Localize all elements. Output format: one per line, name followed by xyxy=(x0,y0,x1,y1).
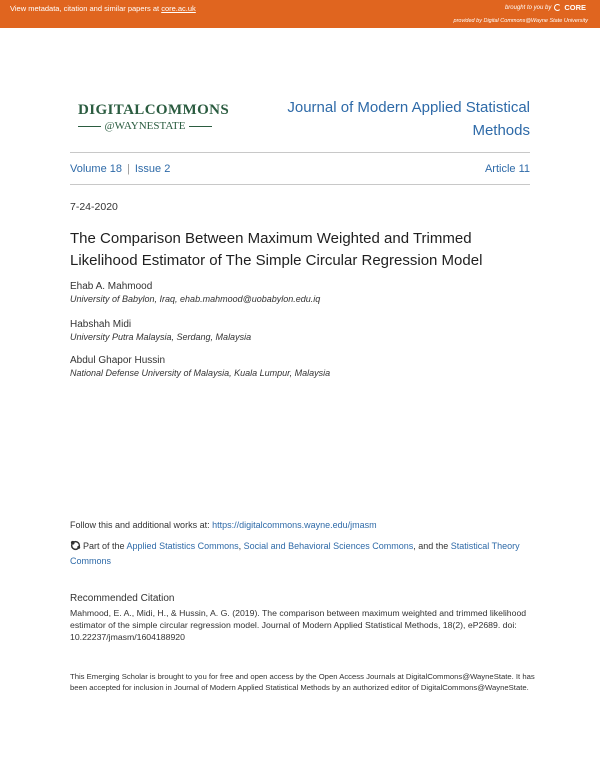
core-link[interactable]: core.ac.uk xyxy=(161,4,196,13)
part-of-prefix: Part of the xyxy=(83,541,125,551)
digital-commons-logo[interactable] xyxy=(78,102,230,132)
recommended-citation-heading: Recommended Citation xyxy=(70,593,175,604)
recommended-citation-text: Mahmood, E. A., Midi, H., & Hussin, A. G. (2019). The comparison between maximum weighted and trimmed likelihood estimator of the simple circular regression model. Journal of Modern Applied Statistical Methods, 18(2), eP2689. doi: 10.22237/jmasm/1604188920 xyxy=(70,608,527,642)
applied-statistics-link[interactable]: Applied Statistics Commons xyxy=(126,541,239,551)
author-3 xyxy=(70,355,330,378)
author-name: Habshah Midi xyxy=(70,319,132,330)
part-of-line xyxy=(70,539,540,569)
volume-issue xyxy=(70,163,170,175)
author-affiliation: University of Babylon, Iraq, ehab.mahmood@uobabylon.edu.iq xyxy=(70,294,321,304)
follow-line xyxy=(70,520,377,530)
logo-sub xyxy=(78,120,212,132)
logo-main-text: DIGITALCOMMONS xyxy=(78,102,230,118)
separator: | xyxy=(126,163,130,175)
logo-line-left xyxy=(78,126,101,127)
social-behavioral-link[interactable]: Social and Behavioral Sciences Commons xyxy=(243,541,414,551)
logo-line-right xyxy=(189,126,212,127)
open-access-notice: This Emerging Scholar is brought to you for free and open access by the Open Access Journals at DigitalCommons@WayneState. It has been accepted for inclusion in Journal of Modern Applied Statistical Methods by an authorized editor of DigitalCommons@WayneState. xyxy=(70,672,535,692)
follow-text: Follow this and additional works at: xyxy=(70,520,210,530)
metadata-notice xyxy=(10,4,196,13)
core-logo-icon xyxy=(554,4,561,11)
publication-date: 7-24-2020 xyxy=(70,201,118,213)
author-affiliation: University Putra Malaysia, Serdang, Malaysia xyxy=(70,332,252,342)
divider-bottom xyxy=(70,184,530,185)
network-icon xyxy=(70,540,81,551)
logo-sub-text: @WAYNESTATE xyxy=(104,120,186,132)
divider-top xyxy=(70,152,530,153)
part-of-comma: , xyxy=(238,541,242,551)
repository-link[interactable]: https://digitalcommons.wayne.edu/jmasm xyxy=(212,520,377,530)
core-logo[interactable]: CORE xyxy=(564,3,586,12)
author-name: Abdul Ghapor Hussin xyxy=(70,355,166,366)
author-2 xyxy=(70,319,251,342)
volume-link[interactable]: Volume 18 xyxy=(70,163,122,175)
brought-to-you xyxy=(505,3,586,12)
author-name: Ehab A. Mahmood xyxy=(70,281,153,292)
metadata-text: View metadata, citation and similar papers at xyxy=(10,4,160,13)
provided-by: provided by Digital Commons@Wayne State University xyxy=(453,18,588,24)
part-of-and: , and the xyxy=(413,541,449,551)
issue-link[interactable]: Issue 2 xyxy=(134,163,171,175)
statistical-theory-link[interactable]: Statistical Theory Commons xyxy=(70,541,520,566)
issue-row xyxy=(70,163,530,175)
journal-title[interactable]: Journal of Modern Applied Statistical Methods xyxy=(287,99,530,139)
article-title: The Comparison Between Maximum Weighted and Trimmed Likelihood Estimator of The Simple Circular Regression Model xyxy=(70,230,483,269)
brought-by-text: brought to you by xyxy=(504,4,552,11)
article-link[interactable]: Article 11 xyxy=(484,163,530,175)
core-banner xyxy=(0,0,600,28)
author-affiliation: National Defense University of Malaysia, Kuala Lumpur, Malaysia xyxy=(70,368,331,378)
author-1 xyxy=(70,281,320,304)
